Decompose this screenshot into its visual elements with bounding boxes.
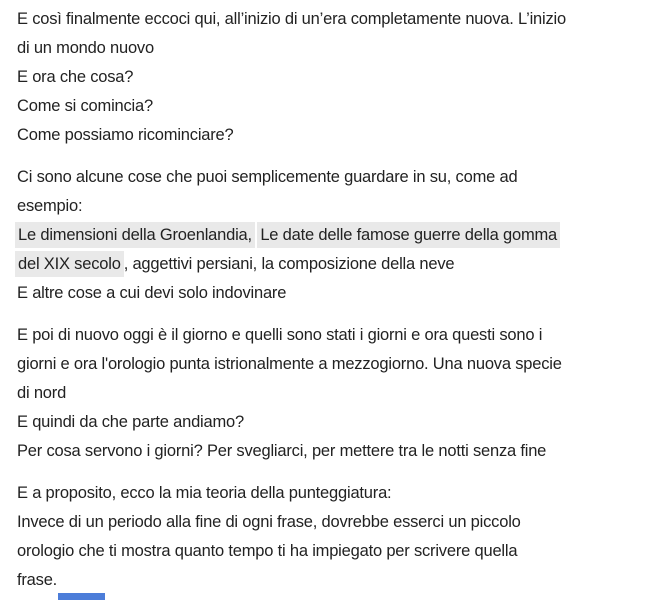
- lyric-text: E a proposito, ecco la mia teoria della punteggiatura:: [17, 484, 392, 502]
- lyric-text: E quindi da che parte andiamo?: [17, 413, 244, 431]
- lyric-text: Come si comincia?: [17, 97, 153, 115]
- lyrics-stanza: [17, 321, 651, 466]
- lyric-line: [17, 192, 651, 221]
- lyric-line: [17, 508, 651, 537]
- lyric-line: [17, 566, 651, 595]
- lyric-text: E ora che cosa?: [17, 68, 134, 86]
- lyric-line: [17, 250, 651, 279]
- lyric-line: [17, 221, 651, 250]
- lyric-text: , aggettivi persiani, la composizione della neve: [123, 255, 455, 273]
- lyric-text: esempio:: [17, 197, 83, 215]
- annotated-lyric[interactable]: Le dimensioni della Groenlandia,: [15, 222, 255, 248]
- lyrics-stanza: [17, 163, 651, 308]
- lyric-text: Invece di un periodo alla fine di ogni frase, dovrebbe esserci un piccolo: [17, 513, 521, 531]
- lyric-text: di un mondo nuovo: [17, 39, 154, 57]
- lyric-line: [17, 279, 651, 308]
- lyric-text: E così finalmente eccoci qui, all’inizio di un’era completamente nuova. L’inizio: [17, 10, 566, 28]
- lyric-line: [17, 92, 651, 121]
- lyric-line: [17, 537, 651, 566]
- lyric-line: [17, 479, 651, 508]
- lyric-text: di nord: [17, 384, 67, 402]
- lyric-line: [17, 34, 651, 63]
- lyric-line: [17, 121, 651, 150]
- lyrics-stanza: [17, 479, 651, 595]
- lyric-line: [17, 321, 651, 350]
- lyric-line: [17, 163, 651, 192]
- lyric-text: Ci sono alcune cose che puoi semplicemente guardare in su, come ad: [17, 168, 518, 186]
- lyric-text: E altre cose a cui devi solo indovinare: [17, 284, 287, 302]
- lyric-text: orologio che ti mostra quanto tempo ti ha impiegato per scrivere quella: [17, 542, 518, 560]
- annotated-lyric[interactable]: del XIX secolo: [15, 251, 124, 277]
- lyric-line: [17, 437, 651, 466]
- lyric-text: frase.: [17, 571, 58, 589]
- lyric-line: [17, 5, 651, 34]
- annotated-lyric[interactable]: Le date delle famose guerre della gomma: [257, 222, 560, 248]
- lyric-text: Per cosa servono i giorni? Per svegliarci, per mettere tra le notti senza fine: [17, 442, 547, 460]
- lyric-line: [17, 408, 651, 437]
- lyric-line: [17, 379, 651, 408]
- lyric-line: [17, 350, 651, 379]
- lyrics-stanza: [17, 5, 651, 150]
- bottom-embed-edge[interactable]: [58, 593, 105, 600]
- lyric-line: [17, 63, 651, 92]
- lyric-text: giorni e ora l'orologio punta istrionalmente a mezzogiorno. Una nuova specie: [17, 355, 562, 373]
- lyric-text: Come possiamo ricominciare?: [17, 126, 234, 144]
- lyric-text: E poi di nuovo oggi è il giorno e quelli sono stati i giorni e ora questi sono i: [17, 326, 543, 344]
